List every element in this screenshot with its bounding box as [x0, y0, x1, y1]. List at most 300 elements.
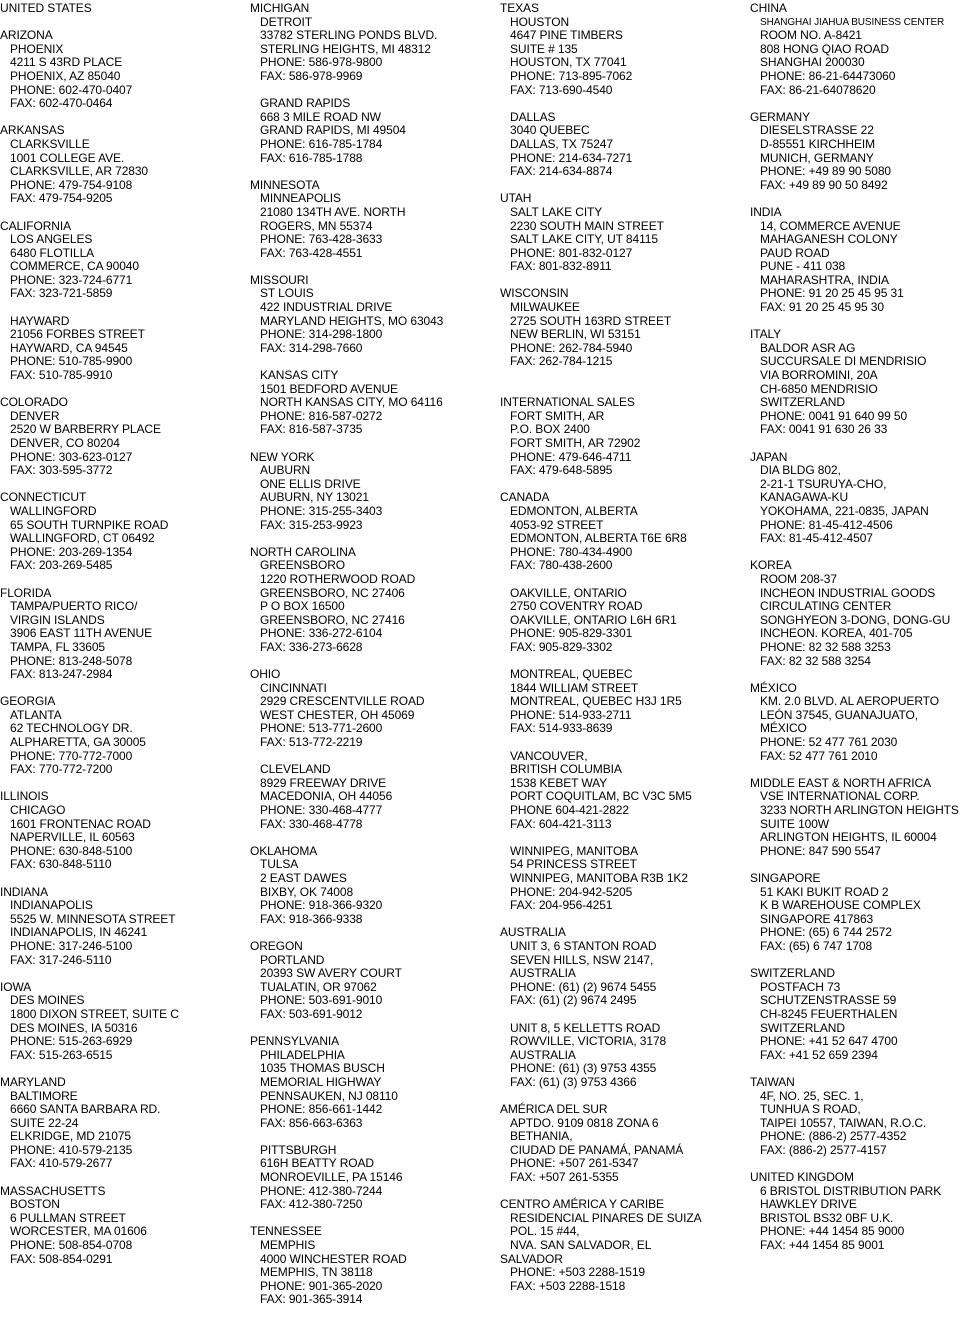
office-address-block	[500, 668, 748, 736]
region-heading: WISCONSIN	[500, 286, 569, 301]
address-line: KANAGAWA-KU	[760, 490, 849, 505]
address-line: 2-21-1 TSURUYA-CHO,	[760, 476, 887, 491]
address-line: STERLING HEIGHTS, MI 48312	[260, 41, 431, 56]
region-heading: TAIWAN	[750, 1074, 795, 1089]
address-line: VIA BORROMINI, 20A	[760, 368, 878, 383]
address-line: SALT LAKE CITY, UT 84115	[510, 232, 658, 247]
address-line: 1800 DIXON STREET, SUITE C	[10, 1006, 179, 1021]
address-line: PITTSBURGH	[260, 1142, 337, 1157]
address-line: DIESELSTRASSE 22	[760, 123, 874, 138]
spacer	[0, 206, 248, 220]
spacer	[0, 16, 248, 30]
spacer	[750, 1157, 978, 1171]
fax-line: FAX: 508-854-0291	[10, 1251, 113, 1266]
region-heading: GERMANY	[750, 109, 810, 124]
fax-line: FAX: 323-721-5859	[10, 286, 113, 301]
address-line: SCHUTZENSTRASSE 59	[760, 993, 897, 1008]
office-address-block	[750, 1185, 978, 1253]
address-line: VSE INTERNATIONAL CORP.	[760, 789, 920, 804]
address-line: PORT COQUITLAM, BC V3C 5M5	[510, 789, 692, 804]
region-heading: MINNESOTA	[250, 177, 320, 192]
office-address-block	[0, 1198, 248, 1266]
address-line: PAUD ROAD	[760, 245, 830, 260]
address-line: 33782 STERLING PONDS BLVD.	[260, 28, 438, 43]
region-heading: ARIZONA	[0, 28, 53, 43]
address-line: APTDO. 9109 0818 ZONA 6	[510, 1115, 659, 1130]
address-line: 6 PULLMAN STREET	[10, 1210, 126, 1225]
address-line: 4647 PINE TIMBERS	[510, 28, 623, 43]
spacer	[500, 913, 748, 927]
fax-line: FAX: 586-978-9969	[260, 68, 363, 83]
region-heading: SWITZERLAND	[750, 966, 835, 981]
phone-line: PHONE: 317-246-5100	[10, 938, 133, 953]
address-line: 2520 W BARBERRY PLACE	[10, 422, 161, 437]
fax-line: FAX: 81-45-412-4507	[760, 531, 873, 546]
fax-line: FAX: 86-21-64078620	[760, 82, 876, 97]
address-line: GREENSBORO, NC 27416	[260, 612, 405, 627]
address-line: COMMERCE, CA 90040	[10, 259, 139, 274]
region-heading: PENNSYLVANIA	[250, 1034, 340, 1049]
address-line: ST LOUIS	[260, 286, 314, 301]
region-heading: CENTRO AMÉRICA Y CARIBE	[500, 1197, 664, 1212]
phone-line: PHONE: 203-269-1354	[10, 544, 133, 559]
office-address-block	[0, 410, 248, 478]
address-line: 4053-92 STREET	[510, 517, 604, 532]
address-line: NVA. SAN SALVADOR, EL	[510, 1238, 652, 1253]
fax-line: FAX: 602-470-0464	[10, 96, 113, 111]
address-line: 3040 QUEBEC	[510, 123, 590, 138]
region-heading: ILLINOIS	[0, 789, 49, 804]
spacer	[500, 478, 748, 492]
office-address-block	[0, 600, 248, 682]
fax-line: FAX: 856-663-6363	[260, 1115, 363, 1130]
spacer	[0, 573, 248, 587]
spacer	[750, 954, 978, 968]
phone-line: PHONE: 856-661-1442	[260, 1102, 383, 1117]
fax-line: FAX: +44 1454 85 9001	[760, 1238, 885, 1253]
phone-line: PHONE: 780-434-4900	[510, 544, 633, 559]
address-line: LOS ANGELES	[10, 232, 93, 247]
region-heading: ITALY	[750, 327, 782, 342]
phone-line: PHONE: +41 52 647 4700	[760, 1034, 898, 1049]
region-heading: AMÉRICA DEL SUR	[500, 1102, 608, 1117]
address-line: DES MOINES	[10, 993, 85, 1008]
region-heading: SALVADOR	[500, 1251, 563, 1266]
address-line: WORCESTER, MA 01606	[10, 1224, 147, 1239]
address-line: BRITISH COLUMBIA	[510, 762, 622, 777]
address-line: SONGHYEON 3-DONG, DONG-GU	[760, 612, 951, 627]
address-line: 422 INDUSTRIAL DRIVE	[260, 300, 393, 315]
region-heading: FLORIDA	[0, 585, 52, 600]
spacer	[500, 1008, 748, 1022]
spacer	[0, 777, 248, 791]
address-line: INCHEON INDUSTRIAL GOODS	[760, 585, 936, 600]
address-line: OAKVILLE, ONTARIO L6H 6R1	[510, 612, 677, 627]
address-line: OAKVILLE, ONTARIO	[510, 585, 627, 600]
region-heading: KOREA	[750, 558, 792, 573]
address-line: 2929 CRESCENTVILLE ROAD	[260, 694, 425, 709]
spacer	[750, 858, 978, 872]
address-line: GREENSBORO, NC 27406	[260, 585, 405, 600]
phone-line: PHONE: (61) (3) 9753 4355	[510, 1061, 657, 1076]
office-address-block	[750, 464, 978, 546]
address-line: WALLINGFORD	[10, 503, 97, 518]
spacer	[500, 97, 748, 111]
region-heading: TENNESSEE	[250, 1224, 322, 1239]
address-line: SHANGHAI 200030	[760, 55, 865, 70]
address-line: EDMONTON, ALBERTA	[510, 503, 638, 518]
office-address-block	[250, 1239, 498, 1307]
address-line: MAHARASHTRA, INDIA	[760, 272, 889, 287]
region-heading: TEXAS	[500, 1, 539, 15]
region-heading: MASSACHUSETTS	[0, 1183, 106, 1198]
phone-line: PHONE: (886-2) 2577-4352	[760, 1129, 907, 1144]
office-address-block	[750, 1090, 978, 1158]
fax-line: FAX: 336-273-6628	[260, 639, 363, 654]
address-line: MEMPHIS	[260, 1238, 316, 1253]
address-line: MEMORIAL HIGHWAY	[260, 1074, 382, 1089]
address-line: WEST CHESTER, OH 45069	[260, 707, 415, 722]
fax-line: FAX: +41 52 659 2394	[760, 1047, 878, 1062]
office-address-block	[250, 1049, 498, 1131]
spacer	[750, 668, 978, 682]
region-heading: UNITED KINGDOM	[750, 1170, 854, 1185]
fax-line: FAX: 630-848-5110	[10, 857, 112, 872]
office-address-block	[500, 845, 748, 913]
spacer	[500, 274, 748, 288]
address-line: 1601 FRONTENAC ROAD	[10, 816, 151, 831]
office-address-block	[0, 804, 248, 872]
address-line: NAPERVILLE, IL 60563	[10, 830, 135, 845]
region-heading: JAPAN	[750, 449, 788, 464]
address-line: MÉXICO	[760, 721, 807, 736]
address-line: ROWVILLE, VICTORIA, 3178	[510, 1034, 667, 1049]
address-line: 808 HONG QIAO ROAD	[760, 41, 889, 56]
office-address-block	[250, 858, 498, 926]
address-line: PHOENIX	[10, 41, 64, 56]
address-line: TUALATIN, OR 97062	[260, 979, 377, 994]
region-heading: CHINA	[750, 1, 787, 15]
spacer	[0, 383, 248, 397]
phone-line: PHONE: 303-623-0127	[10, 449, 133, 464]
address-line: DENVER	[10, 408, 60, 423]
spacer	[250, 1212, 498, 1226]
office-address-block	[250, 97, 498, 165]
spacer	[750, 97, 978, 111]
spacer	[500, 736, 748, 750]
office-address-block	[250, 369, 498, 437]
address-line: ELKRIDGE, MD 21075	[10, 1129, 131, 1144]
address-line: WINNIPEG, MANITOBA R3B 1K2	[510, 871, 688, 885]
directory-column-4	[750, 2, 978, 1253]
phone-line: PHONE: 503-691-9010	[260, 993, 383, 1008]
spacer	[250, 355, 498, 369]
address-line: 2230 SOUTH MAIN STREET	[510, 218, 664, 233]
address-line: 2725 SOUTH 163RD STREET	[510, 313, 672, 328]
address-line: MAHAGANESH COLONY	[760, 232, 898, 247]
phone-line: PHONE: 616-785-1784	[260, 136, 383, 151]
office-address-block	[250, 1144, 498, 1212]
office-address-block	[500, 1022, 748, 1090]
phone-line: PHONE: 901-365-2020	[260, 1278, 383, 1293]
spacer	[500, 655, 748, 669]
address-line: AUBURN, NY 13021	[260, 490, 369, 505]
fax-line: FAX: (61) (2) 9674 2495	[510, 993, 637, 1008]
spacer	[250, 655, 498, 669]
address-line: AUBURN	[260, 463, 311, 478]
spacer	[0, 1171, 248, 1185]
address-line: HAWKLEY DRIVE	[760, 1197, 857, 1212]
fax-line: FAX: +503 2288-1518	[510, 1278, 626, 1293]
address-line: CIUDAD DE PANAMÁ, PANAMÁ	[510, 1142, 684, 1157]
address-line: SUITE # 135	[510, 41, 578, 56]
address-line: 668 3 MILE ROAD NW	[260, 109, 381, 124]
fax-line: FAX: 515-263-6515	[10, 1047, 113, 1062]
address-line: ONE ELLIS DRIVE	[260, 476, 361, 491]
office-address-block	[0, 233, 248, 301]
address-line: 4211 S 43RD PLACE	[10, 55, 123, 70]
address-line: CIRCULATING CENTER	[760, 599, 892, 614]
office-address-block	[750, 790, 978, 858]
region-heading: UTAH	[500, 191, 532, 206]
address-line: INCHEON. KOREA, 401-705	[760, 626, 913, 641]
office-address-block	[250, 287, 498, 355]
address-line: ROOM NO. A-8421	[760, 28, 862, 43]
phone-line: PHONE: 801-832-0127	[510, 245, 633, 260]
address-line: P O BOX 16500	[260, 599, 345, 614]
office-address-block	[500, 940, 748, 1008]
phone-line: PHONE: 508-854-0708	[10, 1238, 133, 1253]
address-line: MEMPHIS, TN 38118	[260, 1265, 373, 1280]
address-line: ARLINGTON HEIGHTS, IL 60004	[760, 830, 937, 845]
address-line: NORTH KANSAS CITY, MO 64116	[260, 395, 443, 410]
office-address-block	[500, 301, 748, 369]
office-address-block	[500, 111, 748, 179]
address-line: HAYWARD, CA 94545	[10, 340, 128, 355]
phone-line: PHONE: +503 2288-1519	[510, 1265, 645, 1280]
fax-line: FAX: 901-365-3914	[260, 1292, 363, 1307]
fax-line: FAX: 780-438-2600	[510, 558, 613, 573]
region-heading: INTERNATIONAL SALES	[500, 395, 635, 410]
office-address-block	[250, 464, 498, 532]
phone-line: PHONE: 479-754-9108	[10, 177, 133, 192]
address-line: 1035 THOMAS BUSCH	[260, 1061, 385, 1076]
address-line: SWITZERLAND	[760, 1020, 845, 1035]
phone-line: PHONE: 630-848-5100	[10, 843, 133, 858]
address-line: 65 SOUTH TURNPIKE ROAD	[10, 517, 169, 532]
office-address-block	[0, 994, 248, 1062]
address-line: DALLAS, TX 75247	[510, 136, 613, 151]
spacer	[0, 111, 248, 125]
fax-line: FAX: 91 20 25 45 95 30	[760, 300, 884, 315]
office-address-block	[750, 981, 978, 1063]
address-line: KM. 2.0 BLVD. AL AEROPUERTO	[760, 694, 939, 709]
fax-line: FAX: +49 89 90 50 8492	[760, 177, 888, 192]
address-line: PORTLAND	[260, 952, 325, 967]
address-line: TAMPA/PUERTO RICO/	[10, 599, 138, 614]
fax-line: FAX: 0041 91 630 26 33	[760, 422, 888, 437]
phone-line: PHONE: 323-724-6771	[10, 272, 133, 287]
address-line: POSTFACH 73	[760, 979, 841, 994]
address-line: 62 TECHNOLOGY DR.	[10, 721, 133, 736]
address-line: 2750 COVENTRY ROAD	[510, 599, 643, 614]
fax-line: FAX: 763-428-4551	[260, 245, 363, 260]
address-line: KANSAS CITY	[260, 368, 339, 383]
address-line: 6660 SANTA BARBARA RD.	[10, 1102, 161, 1117]
address-line: 1844 WILLIAM STREET	[510, 680, 639, 695]
address-line: ROOM 208-37	[760, 571, 837, 586]
spacer	[250, 165, 498, 179]
phone-line: PHONE: 515-263-6929	[10, 1034, 133, 1049]
office-address-block	[250, 682, 498, 750]
office-address-block	[500, 587, 748, 655]
address-line: VIRGIN ISLANDS	[10, 612, 105, 627]
phone-line: PHONE: 410-579-2135	[10, 1142, 133, 1157]
fax-line: FAX: 514-933-8639	[510, 721, 613, 736]
spacer	[0, 1062, 248, 1076]
office-address-block	[0, 899, 248, 967]
fax-line: FAX: 204-956-4251	[510, 898, 613, 913]
office-address-block	[500, 16, 748, 98]
spacer	[500, 383, 748, 397]
spacer	[750, 315, 978, 329]
address-line: DALLAS	[510, 109, 556, 124]
phone-line: PHONE: 514-933-2711	[510, 707, 632, 722]
spacer	[250, 437, 498, 451]
spacer	[0, 301, 248, 315]
address-line: TAMPA, FL 33605	[10, 639, 105, 654]
address-line: 14, COMMERCE AVENUE	[760, 218, 901, 233]
region-heading: MÉXICO	[750, 680, 797, 695]
address-line: FORT SMITH, AR	[510, 408, 605, 423]
phone-line: PHONE: 262-784-5940	[510, 340, 633, 355]
fax-line: FAX: 410-579-2677	[10, 1156, 113, 1171]
address-line: AUSTRALIA	[510, 966, 576, 981]
phone-line: PHONE: 479-646-4711	[510, 449, 632, 464]
address-line: BALTIMORE	[10, 1088, 78, 1103]
spacer	[250, 532, 498, 546]
address-line: P.O. BOX 2400	[510, 422, 590, 437]
fax-line: FAX: 262-784-1215	[510, 354, 613, 369]
address-line: MARYLAND HEIGHTS, MO 63043	[260, 313, 444, 328]
directory-column-3	[500, 2, 748, 1293]
address-line: INDIANAPOLIS	[10, 898, 93, 913]
office-address-block	[0, 709, 248, 777]
address-line: PHOENIX, AZ 85040	[10, 68, 121, 83]
fax-line: FAX: 503-691-9012	[260, 1006, 363, 1021]
fax-line: FAX: 816-587-3735	[260, 422, 363, 437]
address-line: 6480 FLOTILLA	[10, 245, 95, 260]
office-address-block	[750, 573, 978, 668]
office-address-block	[750, 124, 978, 192]
fax-line: FAX: 412-380-7250	[260, 1197, 363, 1212]
office-address-block	[500, 410, 748, 478]
fax-line: FAX: 82 32 588 3254	[760, 653, 871, 668]
address-line: MACEDONIA, OH 44056	[260, 789, 393, 804]
address-line: MONTREAL, QUEBEC	[510, 667, 633, 682]
phone-line: PHONE: 86-21-64473060	[760, 68, 896, 83]
address-line: DETROIT	[260, 14, 312, 29]
fax-line: FAX: 813-247-2984	[10, 667, 113, 682]
spacer	[0, 478, 248, 492]
fax-line: FAX: 303-595-3772	[10, 463, 113, 478]
address-line: 3906 EAST 11TH AVENUE	[10, 626, 152, 641]
address-line: PUNE - 411 038	[760, 259, 846, 274]
address-line: 21056 FORBES STREET	[10, 327, 145, 342]
address-line: DES MOINES, IA 50316	[10, 1020, 138, 1035]
fax-line: FAX: 479-754-9205	[10, 191, 113, 206]
address-line: SWITZERLAND	[760, 395, 845, 410]
region-heading: IOWA	[0, 979, 32, 994]
office-address-block	[750, 29, 978, 97]
phone-line: PHONE: 91 20 25 45 95 31	[760, 286, 904, 301]
fax-line: FAX: 314-298-7660	[260, 340, 363, 355]
spacer	[250, 84, 498, 98]
address-line: UNIT 8, 5 KELLETTS ROAD	[510, 1020, 661, 1035]
address-line: 2 EAST DAWES	[260, 871, 347, 885]
address-line: 1001 COLLEGE AVE.	[10, 150, 125, 165]
address-line: SUCCURSALE DI MENDRISIO	[760, 354, 927, 369]
address-line: DIA BLDG 802,	[760, 463, 841, 478]
region-heading: INDIA	[750, 204, 782, 219]
address-line: VANCOUVER,	[510, 748, 588, 763]
office-address-block	[750, 886, 978, 954]
fax-line: FAX: 905-829-3302	[510, 639, 613, 654]
address-line: AUSTRALIA	[510, 1047, 576, 1062]
fax-line: FAX: 315-253-9923	[260, 517, 363, 532]
phone-line: PHONE: 330-468-4777	[260, 803, 383, 818]
phone-line: PHONE: 905-829-3301	[510, 626, 633, 641]
address-line: SALT LAKE CITY	[510, 204, 603, 219]
address-line: HOUSTON, TX 77041	[510, 55, 627, 70]
phone-line: PHONE: 816-587-0272	[260, 408, 383, 423]
spacer	[250, 1130, 498, 1144]
office-address-block	[0, 138, 248, 206]
office-address-block	[250, 559, 498, 654]
phone-line: PHONE: 314-298-1800	[260, 327, 383, 342]
phone-line: PHONE: (61) (2) 9674 5455	[510, 979, 657, 994]
phone-line: PHONE: 52 477 761 2030	[760, 735, 898, 750]
spacer	[0, 967, 248, 981]
address-line: ROGERS, MN 55374	[260, 218, 373, 233]
address-line: MILWAUKEE	[510, 300, 580, 315]
region-heading: AUSTRALIA	[500, 925, 566, 940]
office-address-block	[500, 206, 748, 274]
phone-line: PHONE: 0041 91 640 99 50	[760, 408, 908, 423]
office-address-block	[750, 695, 978, 763]
address-line: HAYWARD	[10, 313, 70, 328]
address-line: PENNSAUKEN, NJ 08110	[260, 1088, 398, 1103]
address-line: MUNICH, GERMANY	[760, 150, 874, 165]
fax-line: FAX: 616-785-1788	[260, 150, 363, 165]
address-line: CINCINNATI	[260, 680, 327, 695]
address-line: SINGAPORE 417863	[760, 911, 874, 926]
address-line: GRAND RAPIDS	[260, 96, 351, 111]
address-line: POL. 15 #44,	[510, 1224, 580, 1239]
address-line: 51 KAKI BUKIT ROAD 2	[760, 884, 889, 899]
region-heading: NORTH CAROLINA	[250, 544, 356, 559]
phone-line: PHONE: 586-978-9800	[260, 55, 383, 70]
spacer	[0, 872, 248, 886]
spacer	[250, 1022, 498, 1036]
fax-line: FAX: 214-634-8874	[510, 164, 613, 179]
phone-line: PHONE: 513-771-2600	[260, 721, 383, 736]
address-line: CH-6850 MENDRISIO	[760, 381, 878, 396]
address-line: HOUSTON	[510, 14, 570, 29]
fax-line: FAX: 510-785-9910	[10, 368, 113, 383]
address-line: CHICAGO	[10, 803, 66, 818]
address-line: TUNHUA S ROAD,	[760, 1102, 861, 1117]
